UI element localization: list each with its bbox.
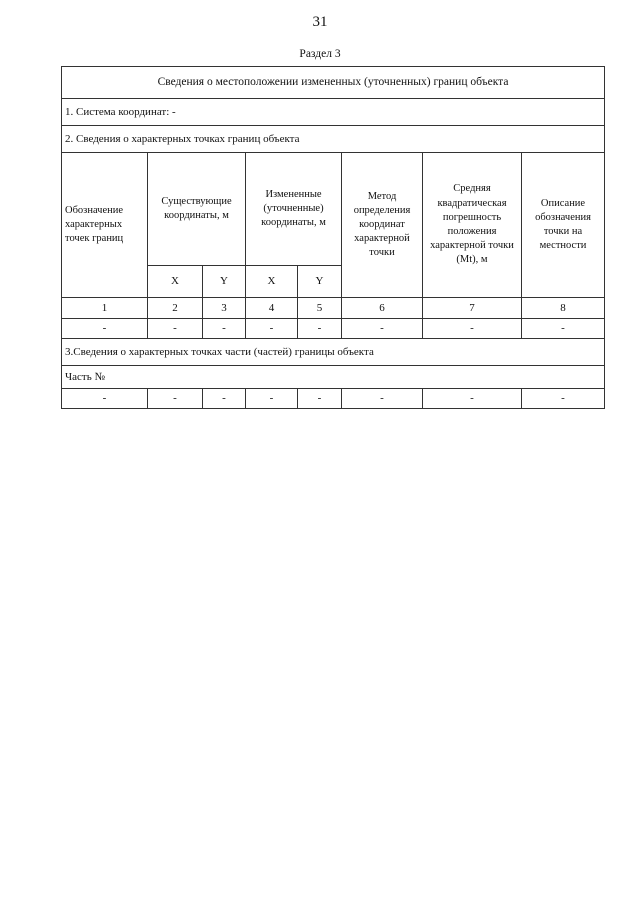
- page-number: 31: [312, 14, 328, 30]
- table-row: [62, 389, 605, 409]
- col-number: 3: [203, 298, 246, 319]
- header-existing-coords: Существующие координаты, м: [148, 153, 246, 266]
- table-cell: -: [342, 319, 423, 339]
- header-method: Метод определения координат характерной точки: [342, 153, 423, 298]
- col-number: 5: [298, 298, 342, 319]
- table-cell: -: [246, 389, 298, 409]
- table-cell: -: [423, 389, 522, 409]
- table-cell: -: [298, 389, 342, 409]
- table-title: Сведения о местоположении измененных (уточненных) границ объекта: [62, 67, 605, 99]
- header-designation: Обозначение характерных точек границ: [62, 153, 148, 298]
- part-number-label: Часть №: [62, 366, 605, 389]
- header-x-changed: X: [246, 266, 298, 298]
- table-cell: -: [522, 319, 605, 339]
- boundary-table: [61, 66, 605, 409]
- header-y-existing: Y: [203, 266, 246, 298]
- table-cell: -: [62, 319, 148, 339]
- column-number-row: [62, 298, 605, 319]
- col-number: 7: [423, 298, 522, 319]
- col-number: 1: [62, 298, 148, 319]
- table-cell: -: [203, 319, 246, 339]
- table-cell: -: [423, 319, 522, 339]
- col-number: 2: [148, 298, 203, 319]
- section-label: Раздел 3: [299, 48, 341, 60]
- table-cell: -: [298, 319, 342, 339]
- table-cell: -: [522, 389, 605, 409]
- col-number: 4: [246, 298, 298, 319]
- table-cell: -: [62, 389, 148, 409]
- parts-heading: 3.Сведения о характерных точках части (частей) границы объекта: [62, 339, 605, 366]
- coord-system: 1. Система координат: -: [62, 99, 605, 126]
- table-cell: -: [246, 319, 298, 339]
- table-cell: -: [203, 389, 246, 409]
- table-cell: -: [148, 389, 203, 409]
- table-cell: -: [148, 319, 203, 339]
- header-changed-coords: Измененные (уточненные) координаты, м: [246, 153, 342, 266]
- table-cell: -: [342, 389, 423, 409]
- col-number: 8: [522, 298, 605, 319]
- col-number: 6: [342, 298, 423, 319]
- header-description: Описание обозначения точки на местности: [522, 153, 605, 298]
- header-y-changed: Y: [298, 266, 342, 298]
- header-x-existing: X: [148, 266, 203, 298]
- points-heading: 2. Сведения о характерных точках границ объекта: [62, 126, 605, 153]
- header-accuracy: Средняя квадратическая погрешность положения характерной точки (Mt), м: [423, 153, 522, 298]
- table-row: [62, 319, 605, 339]
